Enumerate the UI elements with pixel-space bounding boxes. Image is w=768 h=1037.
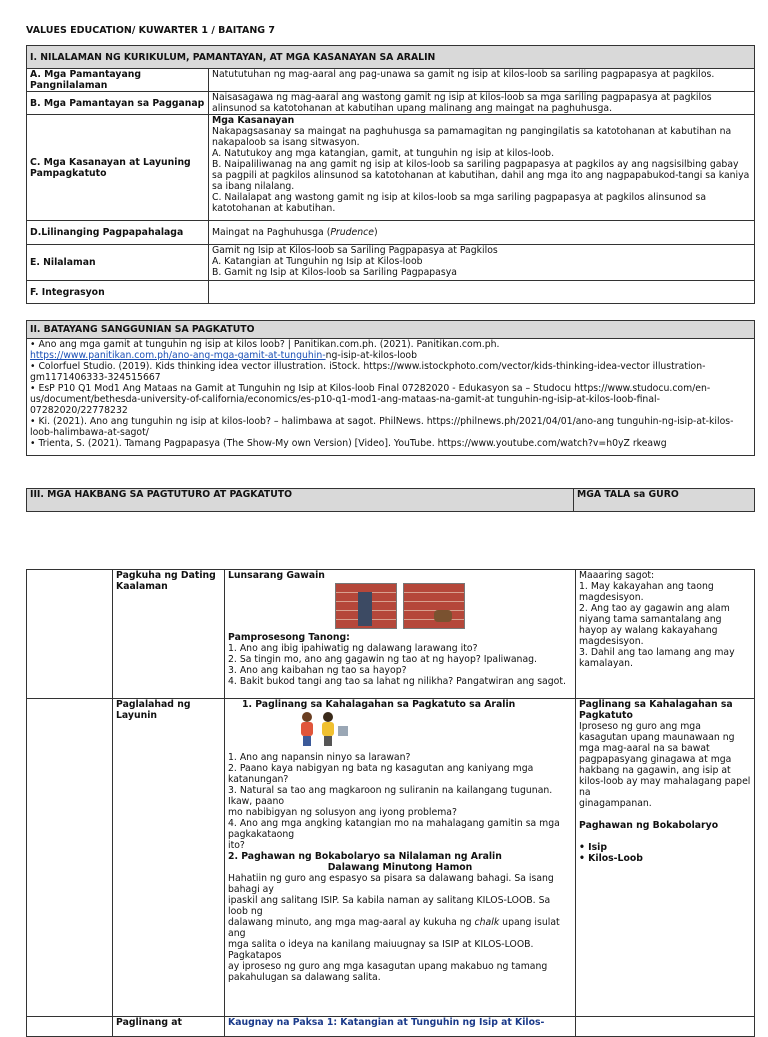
row-value-performance-standards: Naisasagawa ng mag-aaral ang wastong gamit ng isip at kilos-loob sa mga sariling pagpapasya at pagkilos alinsunod sa katotohanan at kabutihan upang malinang ang maingat na paghuhusga.	[209, 92, 755, 115]
person-picture	[335, 583, 397, 629]
row-label-performance-standards: B. Mga Pamantayan sa Pagganap	[27, 92, 209, 115]
row-value-content: Gamit ng Isip at Kilos-loob sa Sariling Pagpapasya at Pagkilos A. Katangian at Tunguhin ng Isip at Kilos-loob B. Gamit ng Isip at Kilos-loob sa Sariling Pagpapasya	[209, 245, 755, 281]
notes-vocab-heading: Paghawan ng Bokabolaryo	[579, 820, 719, 831]
section2-title: II. BATAYANG SANGGUNIAN SA PAGKATUTO	[27, 321, 755, 339]
competency-line: C. Nailalapat ang wastong gamit ng isip at kilos-loob sa mga sariling pagpapasya at pagkilos alinsunod sa katotohanan at kabutihan.	[212, 192, 707, 214]
kids-thinking-illustration	[298, 712, 572, 750]
stage-prior-knowledge: Pagkuha ng Dating Kaalaman	[113, 570, 225, 699]
references-table	[26, 320, 755, 456]
reference-link[interactable]: https://www.panitikan.com.ph/ano-ang-mga-gamit-at-tunguhin-	[30, 350, 326, 361]
objective-heading: 1. Paglinang sa Kahalagahan sa Pagkatuto sa Aralin	[242, 699, 516, 710]
steps-header-table	[26, 488, 755, 512]
prudence-term: Prudence	[330, 227, 374, 238]
lesson-table	[26, 569, 755, 1037]
row-label-content: E. Nilalaman	[27, 245, 209, 281]
competency-line: B. Naipaliliwanag na ang gamit ng isip at kilos-loob sa sariling pagpapasya at pagkilos ay ang nagsisilbing gabay sa pagpili at pagkilos alinsunod sa katotohanan at kabutihan, dahil ang mga ito ang nagpapabukod-tangi sa kaniya sa ibang nilalang.	[212, 159, 750, 192]
stage-objectives: Paglalahad ng Layunin	[113, 699, 225, 1017]
competency-line: A. Natutukoy ang mga katangian, gamit, at tunguhin ng isip at kilos-loob.	[212, 148, 555, 159]
question: 2. Sa tingin mo, ano ang gagawin ng tao at ng hayop? Ipaliwanag.	[228, 654, 537, 665]
reference-item: • Colorfuel Studio. (2019). Kids thinking idea vector illustration. iStock. https://www.istockphoto.com/vector/kids-thinking-idea-vector illustration-gm1171406333-324515667	[30, 361, 706, 383]
document-header: VALUES EDUCATION/ KUWARTER 1 / BAITANG 7	[26, 25, 275, 36]
row-value-competencies	[209, 115, 755, 221]
dog-picture	[403, 583, 465, 629]
vocab-subheading: Dalawang Minutong Hamon	[327, 862, 473, 873]
stage-development: Paglinang at	[113, 1017, 225, 1037]
row-label-content-standards: A. Mga Pamantayang Pangnilalaman	[27, 69, 209, 92]
activity-title: Lunsarang Gawain	[228, 570, 325, 581]
curriculum-table	[26, 45, 755, 304]
row-value-content-standards: Natututuhan ng mag-aaral ang pag-unawa sa gamit ng isip at kilos-loob sa sariling pagpapasya at pagkilos.	[209, 69, 755, 92]
teacher-notes-title: MGA TALA sa GURO	[574, 489, 755, 512]
question: 1. Ano ang ibig ipahiwatig ng dalawang larawang ito?	[228, 643, 478, 654]
reference-item: • Ano ang mga gamit at tunguhin ng isip at kilos loob? | Panitikan.com.ph. (2021). Panitikan.com.ph. https://www.panitikan.com.ph/ano-ang-mga-gamit-at-tunguhin-ng-isip-at-kilos-loob	[30, 339, 500, 361]
reference-item: • Ki. (2021). Ano ang tunguhin ng isip at kilos-loob? – halimbawa at sagot. PhilNews. https://philnews.ph/2021/04/01/ano-ang tunguhin-ng-isip-at-kilos-loob-halimbawa-at-sagot/	[30, 416, 734, 438]
row-value-values: Maingat na Paghuhusga (Prudence)	[209, 221, 755, 245]
notes-heading: Paglinang sa Kahalagahan sa Pagkatuto	[579, 699, 733, 721]
question: 3. Ano ang kaibahan ng tao sa hayop?	[228, 665, 407, 676]
notes-objectives: Paglinang sa Kahalagahan sa Pagkatuto Iproseso ng guro ang mga kasagutan upang maunawaan ng mga mag-aaral na sa bawat pagpapasyang ginagawa at mga hakbang na gagawin, ang isip at kilos-loob ay may mahalagang papel na ginagampanan. Paghawan ng Bokabolaryo • Isip • Kilos-Loob	[576, 699, 755, 1017]
references-list	[27, 339, 755, 456]
competency-line: Nakapagsasanay sa maingat na paghuhusga sa pamamagitan ng pangingilatis sa katotohanan at kabutihan na nakapaloob sa isang sitwasyon.	[212, 126, 732, 148]
related-topic-heading: Kaugnay na Paksa 1: Katangian at Tunguhin ng Isip at Kilos-	[225, 1017, 576, 1037]
row-label-values: D.Lilinanging Pagpapahalaga	[27, 221, 209, 245]
prior-knowledge-activity	[225, 570, 576, 699]
row-value-integration	[209, 281, 755, 304]
row-label-integration: F. Integrasyon	[27, 281, 209, 304]
processing-questions-title: Pamprosesong Tanong:	[228, 632, 350, 643]
reference-item: • Trienta, S. (2021). Tamang Pagpapasya (The Show-My own Version) [Video]. YouTube. https://www.youtube.com/watch?v=h0yZ rkeawg	[30, 438, 667, 449]
objectives-activity: 1. Paglinang sa Kahalagahan sa Pagkatuto sa Aralin 1. Ano ang napansin ninyo sa larawan? 2. Paano kaya nabigyan ng bata ng kasagutan ang kaniyang mga katanungan? 3. Natural sa tao ang magkaroon ng suliranin na kailangang tugunan. Ikaw, paano mo nabibigyan ng solusyon ang iyong problema? 4. Ano ang mga angking katangian mo na mahalagang gamitin sa mga pagkakataong ito? 2. Paghawan ng Bokabolaryo sa Nilalaman ng Aralin Dalawang Minutong Hamon Hahatiin ng guro ang espasyo sa pisara sa dalawang bahagi. Sa isang bahagi ay ipaskil ang salitang ISIP. Sa kabila naman ay salitang KILOS-LOOB. Sa loob ng dalawang minuto, ang mga mag-aaral ay kukuha ng chalk upang isulat ang mga salita o ideya na kanilang maiuugnay sa ISIP at KILOS-LOOB. Pagkatapos ay iproseso ng guro ang mga kasagutan upang makabuo ng tamang pakahulugan sa dalawang salita.	[225, 699, 576, 1017]
row-label-competencies: C. Mga Kasanayan at Layuning Pampagkatuto	[27, 115, 209, 221]
notes-possible-answers: Maaaring sagot: 1. May kakayahan ang taong magdesisyon. 2. Ang tao ay gagawin ang alam niyang tama samantalang ang hayop ay walang kakayahang magdesisyon. 3. Dahil ang tao lamang ang may kamalayan.	[576, 570, 755, 699]
vocab-heading: 2. Paghawan ng Bokabolaryo sa Nilalaman ng Aralin	[228, 851, 502, 862]
vocab-item: • Kilos-Loob	[579, 853, 643, 864]
section3-title: III. MGA HAKBANG SA PAGTUTURO AT PAGKATUTO	[27, 489, 574, 512]
reference-item: • EsP P10 Q1 Mod1 Ang Mataas na Gamit at Tunguhin ng Isip at Kilos-loob Final 07282020 - Edukasyon sa – Studocu https://www.studocu.com/en-us/document/bethesda-university-of-california/economics/es-p10-q1-mod1-ang-mataas-na-gamit-at tunguhin-ng-isip-at-kilos-loob-final-07282020/22778232	[30, 383, 711, 416]
question: 4. Bakit bukod tangi ang tao sa lahat ng nilikha? Pangatwiran ang sagot.	[228, 676, 566, 687]
section1-title: I. NILALAMAN NG KURIKULUM, PAMANTAYAN, AT MGA KASANAYAN SA ARALIN	[27, 46, 755, 69]
vocab-item: • Isip	[579, 842, 608, 853]
competencies-heading: Mga Kasanayan	[212, 115, 295, 126]
